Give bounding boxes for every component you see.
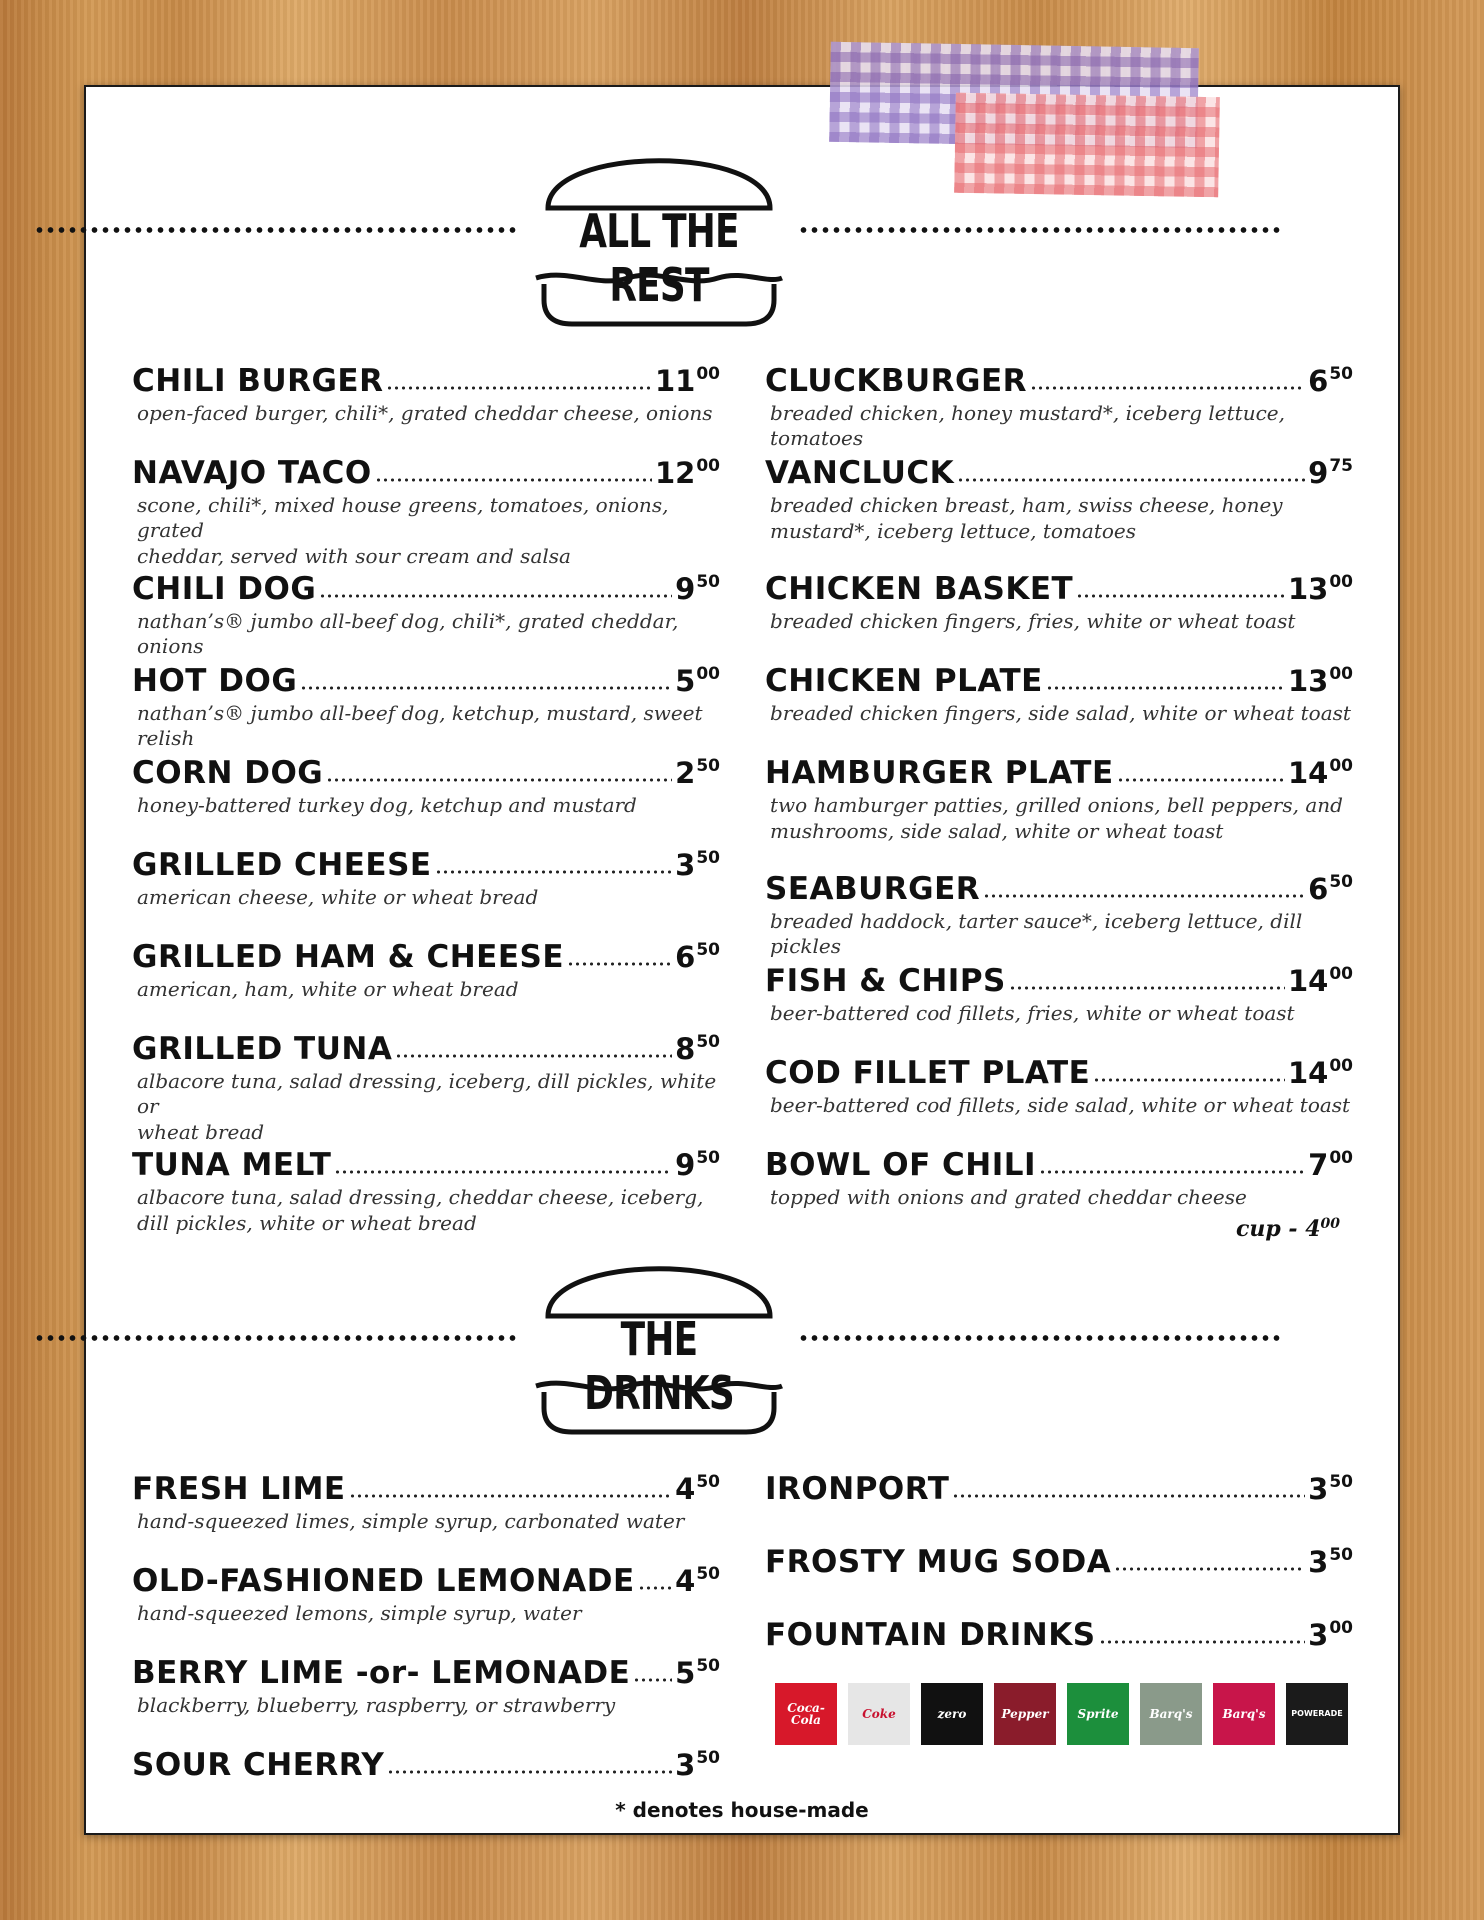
menu-item-line xyxy=(765,570,1353,608)
menu-item-description: breaded haddock, tarter sauce*, iceberg lettuce, dill pickles xyxy=(770,909,1303,958)
menu-item-line xyxy=(132,1030,720,1068)
coke-zero-logo: zero xyxy=(921,1683,983,1745)
header-dots-left xyxy=(34,1334,518,1342)
menu-item-line xyxy=(765,962,1353,1000)
menu-item xyxy=(765,1616,1353,1654)
dot-leader xyxy=(1009,984,1285,992)
menu-item-price: $7^{00}$ xyxy=(1308,1148,1353,1182)
menu-item-name: HOT DOG xyxy=(132,663,298,699)
menu-item-description: american, ham, white or wheat bread xyxy=(137,977,519,1001)
menu-item-name: CHICKEN PLATE xyxy=(765,663,1043,699)
menu-item-price: $6^{50}$ xyxy=(1308,364,1353,398)
dot-leader xyxy=(633,1676,672,1684)
menu-item-description: nathan’s® jumbo all-beef dog, ketchup, mustard, sweet relish xyxy=(137,701,703,750)
dot-leader xyxy=(1039,1168,1305,1176)
menu-item-description: mustard*, iceberg lettuce, tomatoes xyxy=(770,519,1137,543)
dot-leader xyxy=(395,1052,672,1060)
menu-item-name: VANCLUCK xyxy=(765,455,955,491)
menu-item-description: mushrooms, side salad, white or wheat toast xyxy=(770,819,1224,843)
menu-item-price: $2^{50}$ xyxy=(675,756,720,790)
menu-item xyxy=(765,362,1353,451)
dot-leader xyxy=(1114,1565,1305,1573)
diet-coke-logo: Coke xyxy=(848,1683,910,1745)
dot-leader xyxy=(300,684,672,692)
menu-item-line xyxy=(765,754,1353,792)
menu-item-price: $9^{50}$ xyxy=(675,572,720,606)
menu-item xyxy=(765,1054,1353,1118)
menu-item-line xyxy=(132,938,720,976)
menu-item-line xyxy=(765,1616,1353,1654)
menu-item-price: $3^{00}$ xyxy=(1308,1618,1353,1652)
menu-item-line xyxy=(132,454,720,492)
header-dots-left xyxy=(34,226,518,234)
dot-leader xyxy=(952,1492,1305,1500)
menu-item xyxy=(132,846,720,910)
menu-item xyxy=(132,754,720,818)
menu-item-line xyxy=(765,870,1353,908)
menu-item-description: wheat bread xyxy=(137,1120,265,1144)
menu-item-line xyxy=(132,846,720,884)
dot-leader xyxy=(1076,592,1285,600)
menu-item-name: GRILLED HAM & CHEESE xyxy=(132,939,565,975)
menu-item-price: $14^{00}$ xyxy=(1287,964,1353,998)
menu-item xyxy=(765,1470,1353,1508)
menu-item-price: $5^{50}$ xyxy=(675,1656,720,1690)
menu-item-description: blackberry, blueberry, raspberry, or strawberry xyxy=(137,1693,616,1717)
menu-item-name: CHICKEN BASKET xyxy=(765,571,1074,607)
menu-item xyxy=(765,662,1353,726)
menu-item-line xyxy=(132,570,720,608)
menu-item-price: $13^{00}$ xyxy=(1287,572,1353,606)
dot-leader xyxy=(983,892,1305,900)
menu-item-description: beer-battered cod fillets, fries, white or wheat toast xyxy=(770,1001,1295,1025)
header-dots-right xyxy=(798,226,1284,234)
menu-item-description: breaded chicken, honey mustard*, iceberg lettuce, tomatoes xyxy=(770,401,1285,450)
menu-item-line xyxy=(132,754,720,792)
menu-item-line xyxy=(132,1146,720,1184)
menu-item-description: dill pickles, white or wheat bread xyxy=(137,1211,477,1235)
house-made-footnote: * denotes house-made xyxy=(615,1798,869,1822)
menu-item-name: BERRY LIME -or- LEMONADE xyxy=(132,1655,631,1691)
powerade-logo: POWERADE xyxy=(1286,1683,1348,1745)
dot-leader xyxy=(1093,1076,1285,1084)
fountain-drink-logos xyxy=(775,1683,1348,1745)
menu-item-price: $3^{50}$ xyxy=(1308,1545,1353,1579)
menu-item-line xyxy=(765,1054,1353,1092)
menu-item-price: $11^{00}$ xyxy=(654,364,720,398)
menu-item-price: $12^{00}$ xyxy=(654,456,720,490)
dot-leader xyxy=(1046,684,1285,692)
dot-leader xyxy=(1117,776,1285,784)
menu-item xyxy=(132,1746,720,1784)
menu-item xyxy=(132,1030,720,1145)
menu-item-price: $4^{50}$ xyxy=(675,1472,720,1506)
dot-leader xyxy=(319,592,672,600)
menu-item-price: $5^{00}$ xyxy=(675,664,720,698)
menu-item-price: $6^{50}$ xyxy=(1308,872,1353,906)
menu-item xyxy=(132,662,720,751)
dot-leader xyxy=(386,384,651,392)
cup-price-note: cup - $4^{00}$ xyxy=(1236,1216,1341,1242)
menu-item-line xyxy=(132,1470,720,1508)
dot-leader xyxy=(387,1768,672,1776)
menu-item-name: GRILLED TUNA xyxy=(132,1031,393,1067)
menu-item xyxy=(765,754,1353,844)
menu-item-line xyxy=(765,1146,1353,1184)
menu-item-description: honey-battered turkey dog, ketchup and mustard xyxy=(137,793,637,817)
menu-item-description: nathan’s® jumbo all-beef dog, chili*, grated cheddar, onions xyxy=(137,609,679,658)
menu-item-name: FROSTY MUG SODA xyxy=(765,1544,1112,1580)
menu-item-name: NAVAJO TACO xyxy=(132,455,372,491)
menu-item-price: $3^{50}$ xyxy=(1308,1472,1353,1506)
menu-item-name: IRONPORT xyxy=(765,1471,950,1507)
dot-leader xyxy=(1099,1638,1306,1646)
barqs-red-creme-logo: Barq's xyxy=(1213,1683,1275,1745)
menu-item-description: breaded chicken fingers, fries, white or wheat toast xyxy=(770,609,1296,633)
menu-item-name: GRILLED CHEESE xyxy=(132,847,432,883)
dot-leader xyxy=(326,776,672,784)
menu-item-line xyxy=(765,1543,1353,1581)
menu-item-name: HAMBURGER PLATE xyxy=(765,755,1114,791)
menu-item-name: OLD-FASHIONED LEMONADE xyxy=(132,1563,635,1599)
menu-item xyxy=(765,570,1353,634)
menu-item xyxy=(132,1470,720,1534)
dot-leader xyxy=(1030,384,1305,392)
menu-item-name: COD FILLET PLATE xyxy=(765,1055,1091,1091)
menu-item-price: $6^{50}$ xyxy=(675,940,720,974)
menu-item-name: SOUR CHERRY xyxy=(132,1747,385,1783)
menu-item-line xyxy=(765,454,1353,492)
dot-leader xyxy=(957,476,1305,484)
menu-item xyxy=(132,938,720,1002)
menu-item-price: $8^{50}$ xyxy=(675,1032,720,1066)
dr-pepper-logo: Pepper xyxy=(994,1683,1056,1745)
menu-item-price: $3^{50}$ xyxy=(675,848,720,882)
menu-item xyxy=(132,1146,720,1236)
menu-item-line xyxy=(765,662,1353,700)
menu-item-description: beer-battered cod fillets, side salad, white or wheat toast xyxy=(770,1093,1351,1117)
menu-item-name: CHILI DOG xyxy=(132,571,317,607)
menu-item-price: $9^{75}$ xyxy=(1308,456,1353,490)
menu-item-description: breaded chicken fingers, side salad, white or wheat toast xyxy=(770,701,1351,725)
menu-item-name: CLUCKBURGER xyxy=(765,363,1028,399)
menu-item-price: $4^{50}$ xyxy=(675,1564,720,1598)
menu-item xyxy=(132,1562,720,1626)
menu-item-name: FRESH LIME xyxy=(132,1471,346,1507)
sprite-logo: Sprite xyxy=(1067,1683,1129,1745)
menu-item-name: SEABURGER xyxy=(765,871,981,907)
menu-item xyxy=(765,1543,1353,1581)
menu-item-name: CHILI BURGER xyxy=(132,363,384,399)
dot-leader xyxy=(334,1168,672,1176)
dot-leader xyxy=(375,476,652,484)
menu-item-price: $14^{00}$ xyxy=(1287,756,1353,790)
menu-item-line xyxy=(132,1746,720,1784)
header-dots-right xyxy=(798,1334,1284,1342)
menu-item-price: $9^{50}$ xyxy=(675,1148,720,1182)
dot-leader xyxy=(638,1584,672,1592)
menu-item-description: two hamburger patties, grilled onions, bell peppers, and xyxy=(770,793,1343,817)
menu-item xyxy=(765,454,1353,544)
menu-item xyxy=(132,1654,720,1718)
dot-leader xyxy=(567,960,672,968)
menu-item-description: albacore tuna, salad dressing, iceberg, dill pickles, white or xyxy=(137,1069,717,1118)
menu-item-line xyxy=(765,1470,1353,1508)
menu-item-name: TUNA MELT xyxy=(132,1147,332,1183)
menu-item-description: open-faced burger, chili*, grated cheddar cheese, onions xyxy=(137,401,713,425)
menu-item xyxy=(132,454,720,569)
dot-leader xyxy=(349,1492,673,1500)
menu-item-name: FOUNTAIN DRINKS xyxy=(765,1617,1096,1653)
menu-item-line xyxy=(765,362,1353,400)
menu-item-description: cheddar, served with sour cream and salsa xyxy=(137,544,571,568)
menu-item-description: american cheese, white or wheat bread xyxy=(137,885,539,909)
menu-item-description: albacore tuna, salad dressing, cheddar cheese, iceberg, xyxy=(137,1185,704,1209)
menu-item-name: BOWL OF CHILI xyxy=(765,1147,1037,1183)
menu-item xyxy=(132,362,720,426)
barqs-root-beer-logo: Barq's xyxy=(1140,1683,1202,1745)
menu-item-price: $3^{50}$ xyxy=(675,1748,720,1782)
menu-item xyxy=(765,1146,1353,1210)
section-title: THE DRINKS xyxy=(584,1312,734,1420)
dot-leader xyxy=(435,868,673,876)
menu-item xyxy=(765,870,1353,959)
menu-item-price: $13^{00}$ xyxy=(1287,664,1353,698)
menu-item-name: CORN DOG xyxy=(132,755,324,791)
menu-item-line xyxy=(132,1562,720,1600)
coca-cola-logo: Coca-Cola xyxy=(775,1683,837,1745)
menu-item-line xyxy=(132,662,720,700)
section-header-all-the-rest xyxy=(0,150,1484,330)
menu-item-description: breaded chicken breast, ham, swiss cheese, honey xyxy=(770,493,1283,517)
menu-item-name: FISH & CHIPS xyxy=(765,963,1006,999)
section-header-the-drinks xyxy=(0,1258,1484,1438)
menu-item-description: scone, chili*, mixed house greens, tomatoes, onions, grated xyxy=(137,493,669,542)
menu-item-description: topped with onions and grated cheddar cheese xyxy=(770,1185,1247,1209)
menu-item xyxy=(132,570,720,659)
menu-item-line xyxy=(132,1654,720,1692)
section-title: ALL THE REST xyxy=(579,204,739,312)
menu-item-description: hand-squeezed limes, simple syrup, carbonated water xyxy=(137,1509,685,1533)
menu-item-line xyxy=(132,362,720,400)
menu-item xyxy=(765,962,1353,1026)
menu-item-price: $14^{00}$ xyxy=(1287,1056,1353,1090)
menu-item-description: hand-squeezed lemons, simple syrup, water xyxy=(137,1601,582,1625)
